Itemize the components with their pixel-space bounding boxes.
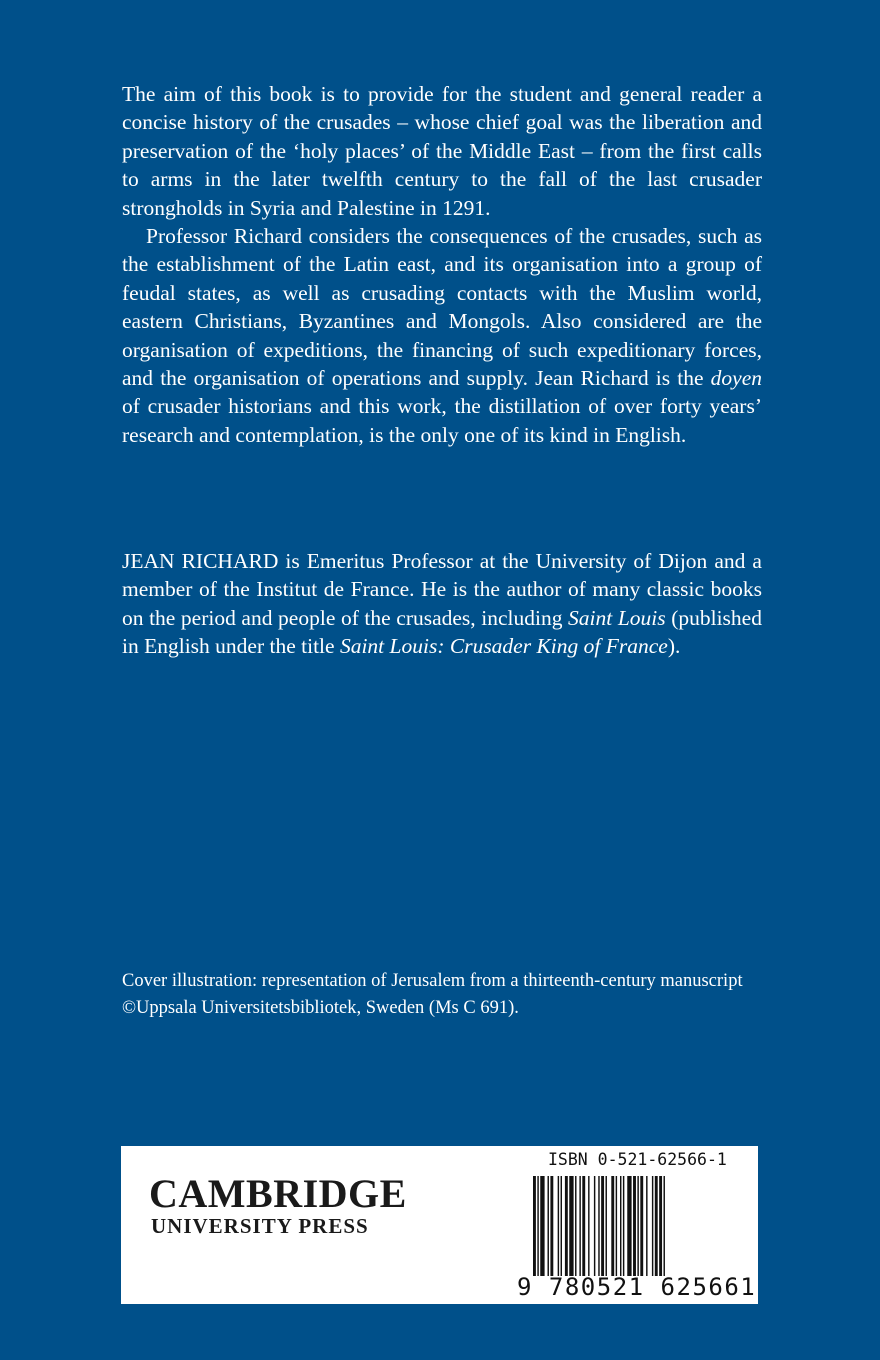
barcode-graphic — [533, 1176, 731, 1276]
barcode-bar — [565, 1176, 568, 1276]
bio-text-2: (published in English under the title — [122, 605, 762, 659]
barcode-bar — [606, 1176, 607, 1276]
blurb-p2-text-before: Professor Richard considers the consequences of the crusades, such as the establishment of the Latin east, and its organisation into a group of feudal states, as well as crusading contacts with the Muslim world, eastern Christians, Byzantines and Mongols. Also considered are the organisation of expeditions, the financing of such expeditionary forces, and the organisation of operations and supply. Jean Richard is the — [122, 224, 762, 391]
author-bio — [122, 547, 762, 661]
barcode-bar — [627, 1176, 631, 1276]
barcode-bar — [620, 1176, 621, 1276]
barcode-bar — [652, 1176, 653, 1276]
cover-credit: Cover illustration: representation of Jerusalem from a thirteenth-century manuscript ©Uppsala Universitetsbibliotek, Sweden (Ms C 691). — [122, 971, 743, 1018]
isbn-label: ISBN 0-521-62566-1 — [548, 1150, 727, 1169]
barcode-bar — [664, 1176, 665, 1276]
barcode-bar — [579, 1176, 580, 1276]
barcode-digits: 9 780521 625661 — [517, 1273, 757, 1301]
barcode-bar — [569, 1176, 573, 1276]
blurb-p2-italic: doyen — [710, 366, 762, 391]
bio-book-title-2: Saint Louis: Crusader King of France — [339, 634, 668, 659]
barcode-bar — [598, 1176, 599, 1276]
barcode-bar — [616, 1176, 617, 1276]
barcode-bar — [637, 1176, 638, 1276]
barcode-bar — [601, 1176, 604, 1276]
publisher-barcode-panel — [121, 1146, 758, 1304]
blurb-p2-text-after: of crusader historians and this work, the distillation of over forty years’ research and contemplation, is the only one of its kind in English. — [122, 394, 762, 447]
barcode-bar — [558, 1176, 559, 1276]
blurb-paragraph-2 — [122, 222, 762, 449]
bio-book-title-1: Saint Louis — [568, 605, 666, 630]
author-name: JEAN RICHARD — [122, 549, 279, 573]
barcode-bar — [611, 1176, 614, 1276]
publisher-logo-subtitle: UNIVERSITY PRESS — [151, 1214, 369, 1238]
barcode-bar — [623, 1176, 624, 1276]
barcode-bar — [633, 1176, 636, 1276]
barcode-bar — [594, 1176, 595, 1276]
blurb-paragraph-1: The aim of this book is to provide for the student and general reader a concise history of the crusades – whose chief goal was the liberation and preservation of the ‘holy places’ of the Middle East – from the first calls to arms in the later twelfth century to the fall of the last crusader strongholds in Syria and Palestine in 1291. — [122, 82, 762, 220]
barcode-bar — [561, 1176, 562, 1276]
barcode-bar — [550, 1176, 553, 1276]
bio-text-1: is Emeritus Professor at the University of Dijon and a member of the Institut de France. He is the author of many classic books on the period and people of the crusades, including — [122, 549, 762, 630]
barcode-bar — [588, 1176, 589, 1276]
barcode-bar — [659, 1176, 662, 1276]
blurb — [122, 80, 762, 449]
barcode-bar — [646, 1176, 647, 1276]
barcode-bar — [533, 1176, 536, 1276]
barcode-bar — [582, 1176, 585, 1276]
bio-text-3: ). — [667, 634, 681, 659]
barcode-bar — [640, 1176, 643, 1276]
barcode-bar — [655, 1176, 658, 1276]
barcode-bar — [540, 1176, 544, 1276]
barcode-bar — [548, 1176, 549, 1276]
publisher-logo-name: CAMBRIDGE — [149, 1171, 407, 1216]
barcode-bar — [575, 1176, 576, 1276]
barcode-bar — [537, 1176, 538, 1276]
